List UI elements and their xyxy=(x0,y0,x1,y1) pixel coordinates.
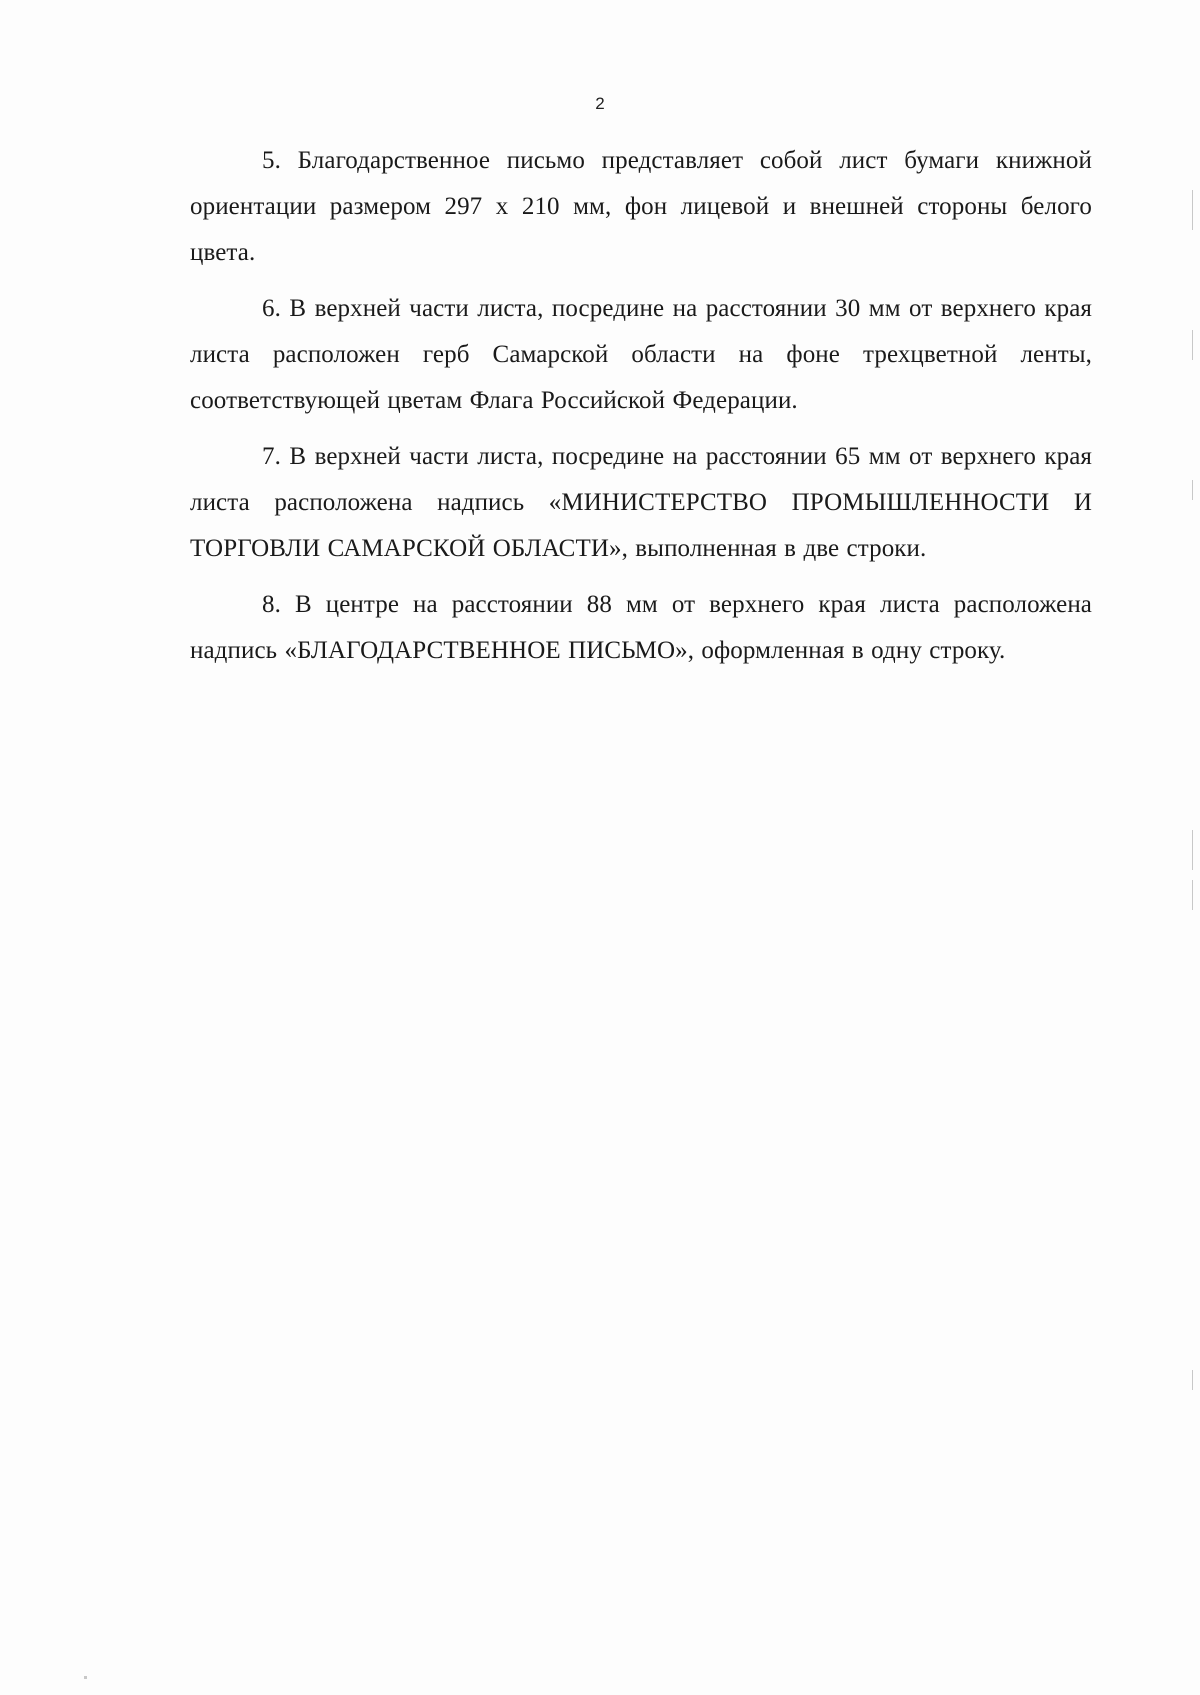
scan-artifact xyxy=(1192,480,1193,500)
page-number: 2 xyxy=(595,94,605,113)
scan-artifact xyxy=(84,1676,87,1679)
scan-artifact xyxy=(1192,830,1193,870)
scan-artifact xyxy=(1192,330,1193,360)
scan-artifact xyxy=(1192,190,1193,230)
paragraph-8: 8. В центре на расстоянии 88 мм от верхнего края листа расположена надпись «БЛАГОДАРСТВЕННОЕ ПИСЬМО», оформленная в одну строку. xyxy=(190,591,1092,664)
scan-artifact xyxy=(1192,880,1193,910)
paragraph-6: 6. В верхней части листа, посредине на расстоянии 30 мм от верхнего края листа расположен герб Самарской области на фоне трехцветной ленты, соответствующей цветам Флага Российской Федерации. xyxy=(190,295,1092,414)
paragraph-5: 5. Благодарственное письмо представляет собой лист бумаги книжной ориентации размером 297 х 210 мм, фон лицевой и внешней стороны белого цвета. xyxy=(190,147,1092,266)
paragraph-7: 7. В верхней части листа, посредине на расстоянии 65 мм от верхнего края листа расположена надпись «МИНИСТЕРСТВО ПРОМЫШЛЕННОСТИ И ТОРГОВЛИ САМАРСКОЙ ОБЛАСТИ», выполненная в две строки. xyxy=(190,443,1092,562)
document-body xyxy=(190,138,1092,684)
scan-artifact xyxy=(1192,1370,1193,1390)
